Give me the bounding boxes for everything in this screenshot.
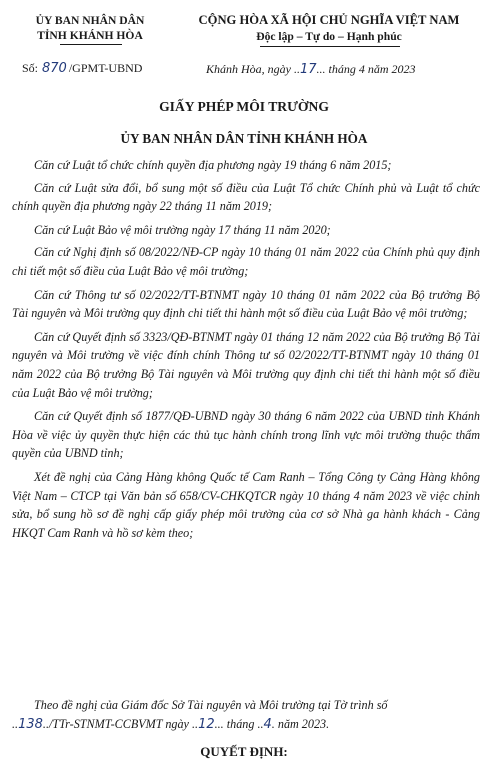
final-recital-line1: Theo đề nghị của Giám đốc Sở Tài nguyên và Môi trường tại Tờ trình số xyxy=(34,698,388,712)
date-line xyxy=(206,60,416,79)
handwritten-report-number: 138 xyxy=(18,716,43,732)
national-motto: Độc lập – Tự do – Hạnh phúc xyxy=(256,30,402,43)
final-recital xyxy=(12,696,480,734)
national-title: CỘNG HÒA XÃ HỘI CHỦ NGHĨA VIỆT NAM xyxy=(198,13,460,27)
recital: Căn cứ Quyết định số 3323/QĐ-BTNMT ngày 01 tháng 12 năm 2022 của Bộ trưởng Bộ Tài nguyên và Môi trường về việc đính chính Thông tư số 02/2022/TT-BTNMT ngày 10 tháng 01 năm 2022 của Bộ trưởng Bộ Tài nguyên và Môi trường quy định chi tiết thi hành một số điều của Luật Bảo vệ môi trường; xyxy=(12,329,480,400)
recital: Căn cứ Thông tư số 02/2022/TT-BTNMT ngày 10 tháng 01 năm 2022 của Bộ trưởng Bộ Tài nguyên và Môi trường quy định chi tiết thi hành một số điều của Luật Bảo vệ môi trường; xyxy=(12,287,480,321)
recital: Căn cứ Quyết định số 1877/QĐ-UBND ngày 30 tháng 6 năm 2022 của UBND tỉnh Khánh Hòa về việc ủy quyền thực hiện các thủ tục hành chính trong lĩnh vực môi trường thuộc thẩm quyền của UBND tỉnh; xyxy=(12,409,480,461)
handwritten-report-month: 4 xyxy=(263,716,272,732)
agency-underline xyxy=(60,44,122,45)
doc-number-prefix: Số: xyxy=(22,61,39,75)
handwritten-doc-number: 870 xyxy=(42,61,67,76)
final-recital-line2 xyxy=(12,715,480,735)
issuing-authority: ỦY BAN NHÂN DÂN TỈNH KHÁNH HÒA xyxy=(120,131,368,146)
recital: Căn cứ Nghị định số 08/2022/NĐ-CP ngày 10 tháng 01 năm 2022 của Chính phủ quy định chi tiết một số điều của Luật Bảo vệ môi trường; xyxy=(12,245,480,278)
motto-underline xyxy=(260,46,400,47)
date-suffix: ... tháng 4 năm 2023 xyxy=(316,62,416,76)
recitals xyxy=(12,156,480,547)
recital: Căn cứ Luật tổ chức chính quyền địa phương ngày 19 tháng 6 năm 2015; xyxy=(34,158,392,172)
decision-heading: QUYẾT ĐỊNH: xyxy=(200,744,288,759)
date-prefix: Khánh Hòa, ngày .. xyxy=(206,62,300,76)
handwritten-report-day: 12 xyxy=(198,716,215,732)
recital: Căn cứ Luật Bảo vệ môi trường ngày 17 tháng 11 năm 2020; xyxy=(34,222,331,237)
final-recital-dots: .. xyxy=(12,716,19,731)
doc-number-suffix: /GPMT-UBND xyxy=(68,61,143,75)
recital: Xét đề nghị của Cảng Hàng không Quốc tế Cam Ranh – Tổng Công ty Cảng Hàng không Việt Nam – CTCP tại Văn bản số 658/CV-CHKQTCR ngày 10 tháng 4 năm 2023 về việc chỉnh sửa, bổ sung hồ sơ đề nghị cấp giấy phép môi trường của cơ sở Nhà ga hành khách - Cảng HKQT Cam Ranh và hồ sơ kèm theo; xyxy=(12,469,480,540)
agency-name-line2: TỈNH KHÁNH HÒA xyxy=(37,29,143,42)
final-recital-text: . năm 2023. xyxy=(271,716,330,731)
handwritten-day: 17 xyxy=(300,62,317,77)
final-recital-text: ... tháng .. xyxy=(214,716,264,731)
document-title: GIẤY PHÉP MÔI TRƯỜNG xyxy=(159,99,329,114)
document-number xyxy=(22,59,142,78)
agency-name-line1: ỦY BAN NHÂN DÂN xyxy=(35,14,145,27)
recital: Căn cứ Luật sửa đổi, bổ sung một số điều của Luật Tổ chức Chính phủ và Luật tổ chức chính quyền địa phương ngày 22 tháng 11 năm 2019; xyxy=(12,180,480,214)
final-recital-text: ../TTr-STNMT-CCBVMT ngày .. xyxy=(42,716,199,731)
